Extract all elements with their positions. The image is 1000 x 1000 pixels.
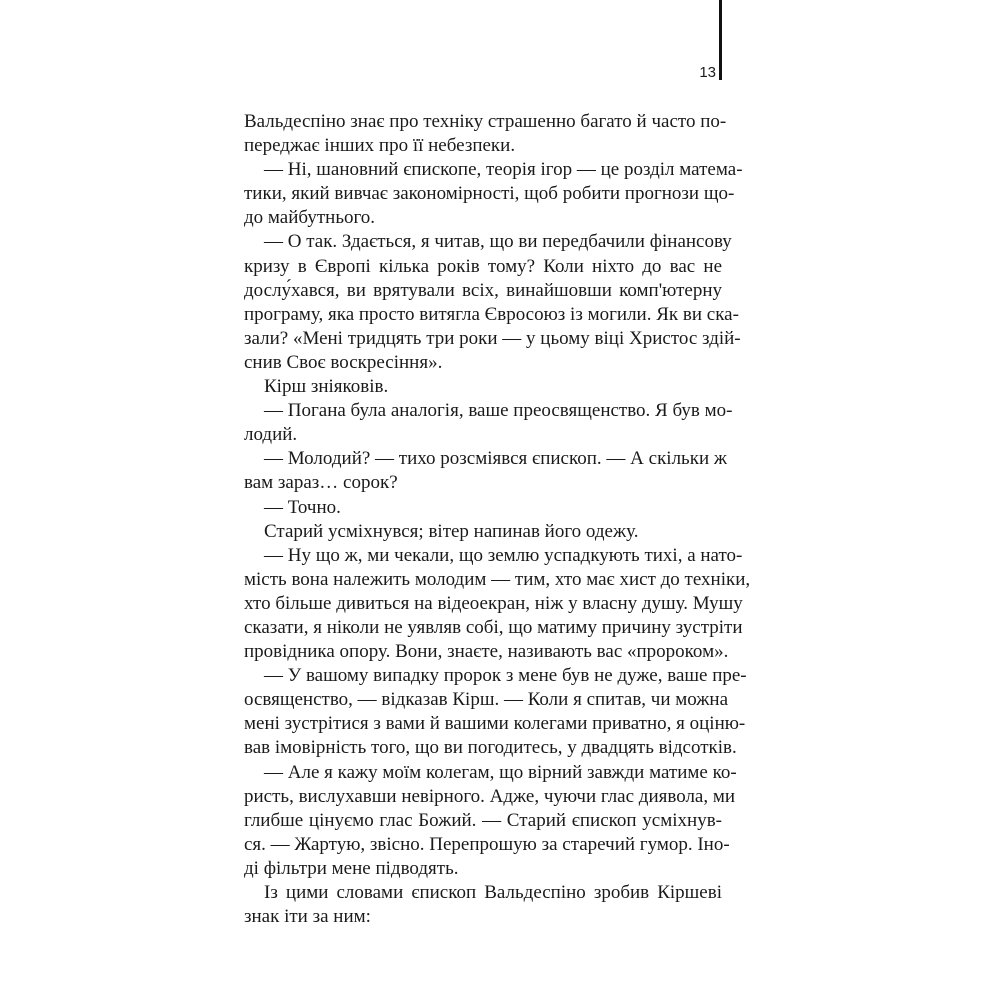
text-line: до майбутнього. xyxy=(244,207,376,229)
text-line: — Ну що ж, ми чекали, що землю успадкують тихі, а нато- xyxy=(264,544,743,566)
text-line: — Ні, шановний єпископе, теорія ігор — це розділ матема- xyxy=(264,159,743,181)
paragraph xyxy=(244,110,727,158)
text-line: переджає інших про її небезпеки. xyxy=(244,135,516,157)
paragraph xyxy=(244,544,751,664)
paragraph xyxy=(244,447,727,495)
text-line: — Погана була аналогія, ваше преосвященство. Я був мо- xyxy=(264,400,733,422)
text-line: тики, який вивчає закономірності, щоб робити прогнози що- xyxy=(244,183,735,205)
text-line: глибше цінуємо глас Божий. — Старий єпископ усміхнув- xyxy=(244,809,722,831)
text-line: вам зараз… сорок? xyxy=(244,472,398,494)
paragraph xyxy=(244,881,722,929)
text-line: мість вона належить молодим — тим, хто має хист до техніки, xyxy=(244,568,751,590)
paragraph xyxy=(244,664,747,760)
page-number: 13 xyxy=(699,64,716,81)
paragraph xyxy=(244,230,741,375)
text-line: ристь, вислухавши невірного. Адже, чуючи глас диявола, ми xyxy=(244,785,736,807)
text-line: снив Своє воскресіння». xyxy=(244,351,443,373)
text-line: Старий усміхнувся; вітер напинав його одежу. xyxy=(264,520,639,542)
text-line: освященство, — відказав Кірш. — Коли я спитав, чи можна xyxy=(244,689,729,711)
text-line: програму, яка просто витягла Євросоюз із могили. Як ви ска- xyxy=(244,303,739,325)
text-line: Вальдеспіно знає про техніку страшенно багато й часто по- xyxy=(244,111,727,132)
text-line: лодий. xyxy=(244,424,298,446)
text-line: дослу́хався, ви врятували всіх, винайшовши комп'ютерну xyxy=(244,279,722,301)
text-line: — О так. Здається, я читав, що ви передбачили фінансову xyxy=(264,231,732,253)
text-line: вав імовірність того, що ви погодитесь, у двадцять відсотків. xyxy=(244,737,737,759)
text-line: — Але я кажу моїм колегам, що вірний завжди матиме ко- xyxy=(264,761,737,783)
text-line: кризу в Європі кілька років тому? Коли ніхто до вас не xyxy=(244,255,722,277)
text-line: знак іти за ним: xyxy=(244,906,371,928)
text-line: зали? «Мені тридцять три роки — у цьому віці Христос здій- xyxy=(244,327,741,349)
text-line: хто більше дивиться на відеоекран, ніж у власну душу. Мушу xyxy=(244,592,743,614)
header-rule xyxy=(719,0,722,80)
text-line: — Молодий? — тихо розсміявся єпископ. — А скільки ж xyxy=(264,448,727,470)
text-line: сказати, я ніколи не уявляв собі, що матиму причину зустріти xyxy=(244,616,743,638)
text-line: Кірш зніяковів. xyxy=(264,376,389,398)
text-line: провідника опору. Вони, знаєте, називають вас «пророком». xyxy=(244,641,729,663)
paragraph xyxy=(244,496,722,520)
body-text xyxy=(244,110,751,929)
text-line: — У вашому випадку пророк з мене був не дуже, ваше пре- xyxy=(264,665,747,687)
text-line: Із цими словами єпископ Вальдеспіно зробив Кіршеві xyxy=(264,882,722,903)
paragraph xyxy=(244,375,722,399)
paragraph xyxy=(244,761,737,881)
text-line: ся. — Жартую, звісно. Перепрошую за старечий гумор. Іно- xyxy=(244,833,730,855)
paragraph xyxy=(244,520,722,544)
text-line: — Точно. xyxy=(264,496,341,518)
paragraph xyxy=(244,158,743,230)
text-line: ді фільтри мене підводять. xyxy=(244,857,459,879)
paragraph xyxy=(244,399,733,447)
text-line: мені зустрітися з вами й вашими колегами приватно, я оціню- xyxy=(244,713,746,735)
